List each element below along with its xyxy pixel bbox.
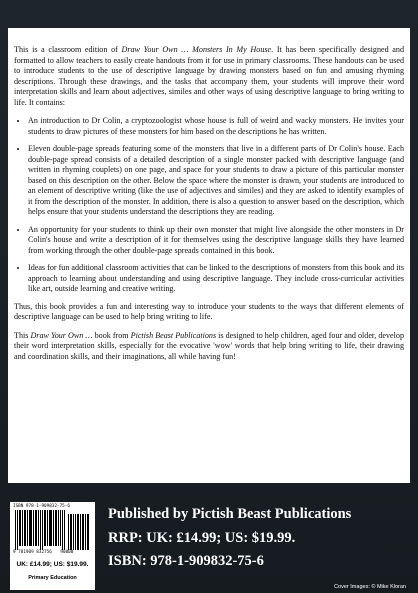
- summary-paragraph: Thus, this book provides a fun and interesting way to introduce your students to the ways that different elements of descriptive language can be used to help bring writing to life.: [14, 301, 404, 321]
- barcode-addon: 90000: [60, 550, 74, 555]
- intro-paragraph: This is a classroom edition of Draw Your Own … Monsters In My House. It has been specifically designed and formatted to allow teachers to easily create handouts from it for use in primary classrooms. These handouts can be used to introduce students to the use of descriptive language by drawing monsters based on fun and amusing rhyming descriptions. Through these drawings, and the tasks that accompany them, your students will improve their word interpretation skills and learn about adjectives, similes and other ways of using descriptive language to bring writing to life. It contains:: [14, 45, 404, 107]
- description-text: [14, 45, 404, 370]
- publisher-line: Published by Pictish Beast Publications: [108, 506, 352, 522]
- barcode-box: [10, 502, 95, 590]
- barcode-isbn: ISBN 978-1-909832-75-6: [13, 504, 70, 509]
- barcode-icon: [15, 510, 90, 550]
- rrp-line: RRP: UK: £14.99; US: $19.99.: [108, 530, 296, 546]
- list-item: • Ideas for fun additional classroom activities that can be linked to the descriptions of monsters from this book and its approach to learning about understanding and using descriptive language. They include cross-curricular activities like art, outside learning and creative writing.: [28, 263, 404, 295]
- barcode-category: Primary Education: [28, 575, 77, 581]
- book-title: Draw Your Own … Monsters In My House: [121, 45, 272, 54]
- list-item: • An introduction to Dr Colin, a cryptozoologist whose house is full of weird and wacky monsters. He invites your students to draw pictures of these monsters for him based on the descriptions he has written.: [28, 116, 404, 137]
- list-item: • An opportunity for your students to think up their own monster that might live alongside the other monsters in Dr Colin's house and write a description of it for themselves using the descriptive language skills they have learned from working through the other double-page spreads contained in this book.: [28, 225, 404, 257]
- footer: [0, 490, 418, 593]
- barcode-price: UK: £14.99; US: $19.99.: [16, 561, 89, 568]
- cover-credit: Cover Images: © Mike Kloran: [334, 584, 406, 590]
- barcode-number: 9 781909 832756 90000: [13, 550, 74, 555]
- list-item: • Eleven double-page spreads featuring some of the monsters that live in a different parts of Dr Colin's house. Each double-page spread consists of a detailed description of a single monster packed with descriptive language (and written in rhyming couplets) on one page, and space for your students to draw a picture of this particular monster based on this description on the other. Below the space where the monster is drawn, your students are introduced to an element of descriptive writing (like the use of adjectives and similes) and they are asked to identify examples of it from the description of the monster. In addition, there is also a question to answer based on the description, which helps ensure that your students understand the descriptions they are reading.: [28, 144, 404, 218]
- contents-list: [14, 116, 404, 295]
- isbn-line: ISBN: 978-1-909832-75-6: [108, 553, 264, 569]
- closing-paragraph: This Draw Your Own … book from Pictish Beast Publications is designed to help children, aged four and older, develop their word interpretation skills, especially for the evocative 'wow' words that help bring writing to life, their drawing and coordination skills, and their imaginations, all while having fun!: [14, 330, 404, 361]
